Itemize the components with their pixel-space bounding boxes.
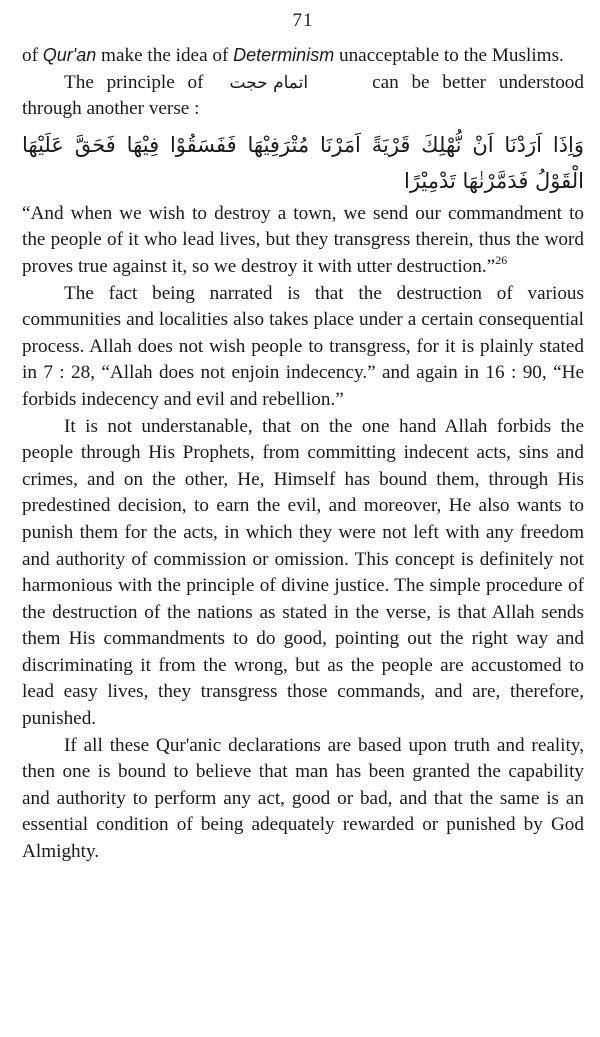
paragraph-principle xyxy=(22,70,584,123)
para1-text-1: of xyxy=(22,45,43,66)
paragraph-determinism xyxy=(22,42,584,70)
term-determinism: Determinism xyxy=(233,45,335,65)
verse-line-2: الْقَوْلُ فَدَمَّرْنٰهَا تَدْمِيْرًا xyxy=(403,168,584,193)
paragraph-divine-justice: It is not understanable, that on the one hand Allah forbids the people through His Prophets, from committing indecent acts, sins and crimes, and on the other, He, Himself has bound them, through His predestined decision, to earn the evil, and moreover, He also wants to punish them for the acts, in which they were not left with any freedom and authority of commission or omission. This concept is definitely not harmonious with the principle of divine justice. The simple procedure of the destruction of the nations as stated in the verse, is that Allah sends them His commandments to do good, pointing out the right way and discriminating it from the wrong, but as the people are accustomed to lead easy lives, they transgress those commands, and are, therefore, punished. xyxy=(22,415,584,730)
para1-text-2: make the idea of xyxy=(96,45,234,66)
principle-text-after: can be better understood through another verse : xyxy=(22,71,584,120)
page-number: 71 xyxy=(292,10,314,31)
verse-line-1: وَاِذَا اَرَدْنَا اَنْ نُّهْلِكَ قَرْيَةً اَمَرْنَا مُتْرَفِيْهَا فَفَسَقُوْا فِيْهَا فَحَقَّ عَلَيْهَا xyxy=(22,132,584,157)
principle-text-before: The principle of xyxy=(64,71,204,93)
term-quran: Qur'an xyxy=(42,45,97,65)
paragraph-destruction-process: The fact being narrated is that the destruction of various communities and localities also takes place under a certain consequential process. Allah does not wish people to transgress, for it is plainly stated in 7 : 28, “Allah does not enjoin indecency.” and again in 16 : 90, “He forbids indecency and evil and rebellion.” xyxy=(22,282,584,410)
para1-text-3: unacceptable to the Muslims. xyxy=(334,45,564,66)
arabic-term: اتمام حجت xyxy=(229,72,309,93)
paragraph-verse-translation xyxy=(22,201,584,281)
quran-verse xyxy=(22,127,584,199)
translation-text: “And when we wish to destroy a town, we send our commandment to the people of it who lead lives, but they transgress therein, thus the word proves true against it, so we destroy it with utter destruction.” xyxy=(22,202,584,277)
footnote-marker: 26 xyxy=(495,252,508,267)
paragraph-quranic-declarations: If all these Qur'anic declarations are based upon truth and reality, then one is bound to believe that man has been granted the capability and authority to perform any act, good or bad, and that the same is an essential condition of being adequately rewarded or punished by God Almighty. xyxy=(22,734,584,863)
